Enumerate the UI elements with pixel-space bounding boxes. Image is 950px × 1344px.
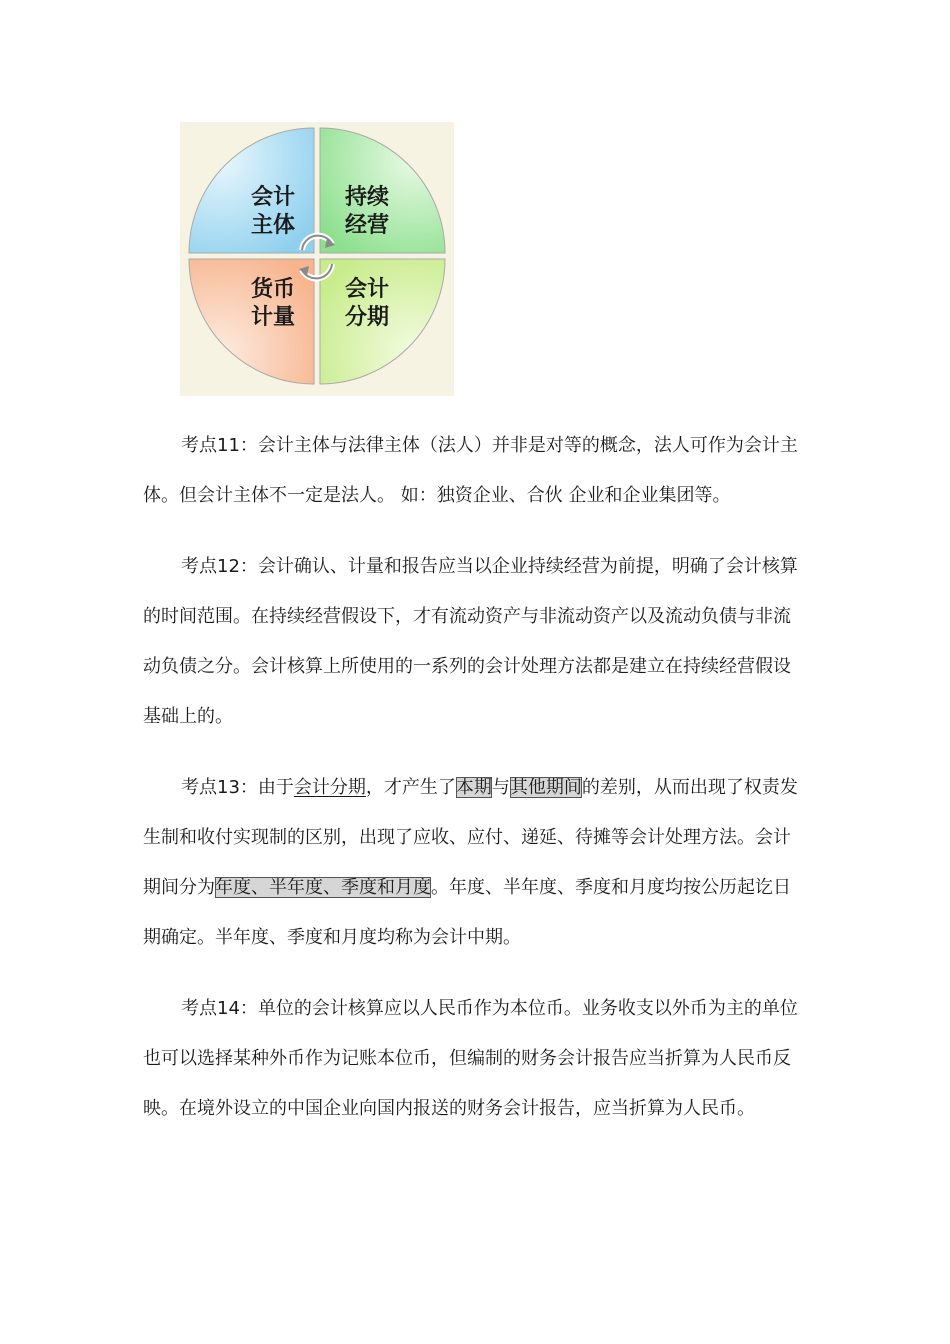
paragraph-text: 。年度、半年度、季度和月度均按公历起讫日期确定。半年度、季度和月度均称为会计中期。 bbox=[143, 877, 791, 948]
paragraph-text: 单位的会计核算应以人民币作为本位币。业务收支以外币为主的单位也可以选择某种外币作为记账本位币，但编制的财务会计报告应当折算为人民币反映。在境外设立的中国企业向国内报送的财务会计报告，应当折算为人民币。 bbox=[143, 998, 798, 1119]
quadrant-label: 会计 bbox=[250, 185, 296, 210]
document-body bbox=[143, 421, 808, 1155]
accounting-assumptions-diagram bbox=[180, 122, 454, 396]
quadrant-label: 经营 bbox=[344, 213, 390, 238]
highlighted-term: 本期 bbox=[455, 777, 492, 798]
point-label: 考点12： bbox=[181, 556, 258, 577]
four-quadrant-circle bbox=[180, 122, 454, 396]
point-label: 考点13： bbox=[181, 777, 258, 798]
paragraph-point-14 bbox=[143, 984, 808, 1134]
point-label: 考点14： bbox=[181, 998, 258, 1019]
highlighted-term: 年度、半年度、季度和月度 bbox=[215, 877, 431, 898]
highlighted-term: 其他期间 bbox=[509, 777, 582, 798]
paragraph-text: 与 bbox=[491, 777, 510, 798]
paragraph-text: 由于 bbox=[257, 777, 294, 798]
quadrant-label: 持续 bbox=[344, 185, 390, 210]
quadrant-label: 分期 bbox=[344, 305, 390, 330]
quadrant-label: 计量 bbox=[250, 305, 296, 330]
point-label: 考点11： bbox=[181, 435, 258, 456]
paragraph-point-13 bbox=[143, 763, 808, 963]
paragraph-point-11 bbox=[143, 421, 808, 521]
paragraph-text: 的差别，从而出现了权责发生制和收付实现制的区别，出现了应收、应付、递延、待摊等会计处理方法。会计期间分为 bbox=[143, 777, 798, 898]
paragraph-text: 会计主体与法律主体（法人）并非是对等的概念，法人可作为会计主体。但会计主体不一定是法人。 如：独资企业、合伙 企业和企业集团等。 bbox=[143, 435, 798, 506]
quadrant-label: 会计 bbox=[344, 277, 390, 302]
underlined-term: 会计分期 bbox=[293, 777, 366, 798]
quadrant-label: 货币 bbox=[250, 277, 296, 302]
quadrant-label: 主体 bbox=[250, 213, 296, 238]
paragraph-text: ，才产生了 bbox=[365, 777, 456, 798]
paragraph-text: 会计确认、计量和报告应当以企业持续经营为前提，明确了会计核算的时间范围。在持续经营假设下，才有流动资产与非流动资产以及流动负债与非流动负债之分。会计核算上所使用的一系列的会计处理方法都是建立在持续经营假设基础上的。 bbox=[143, 556, 798, 727]
paragraph-point-12 bbox=[143, 542, 808, 742]
